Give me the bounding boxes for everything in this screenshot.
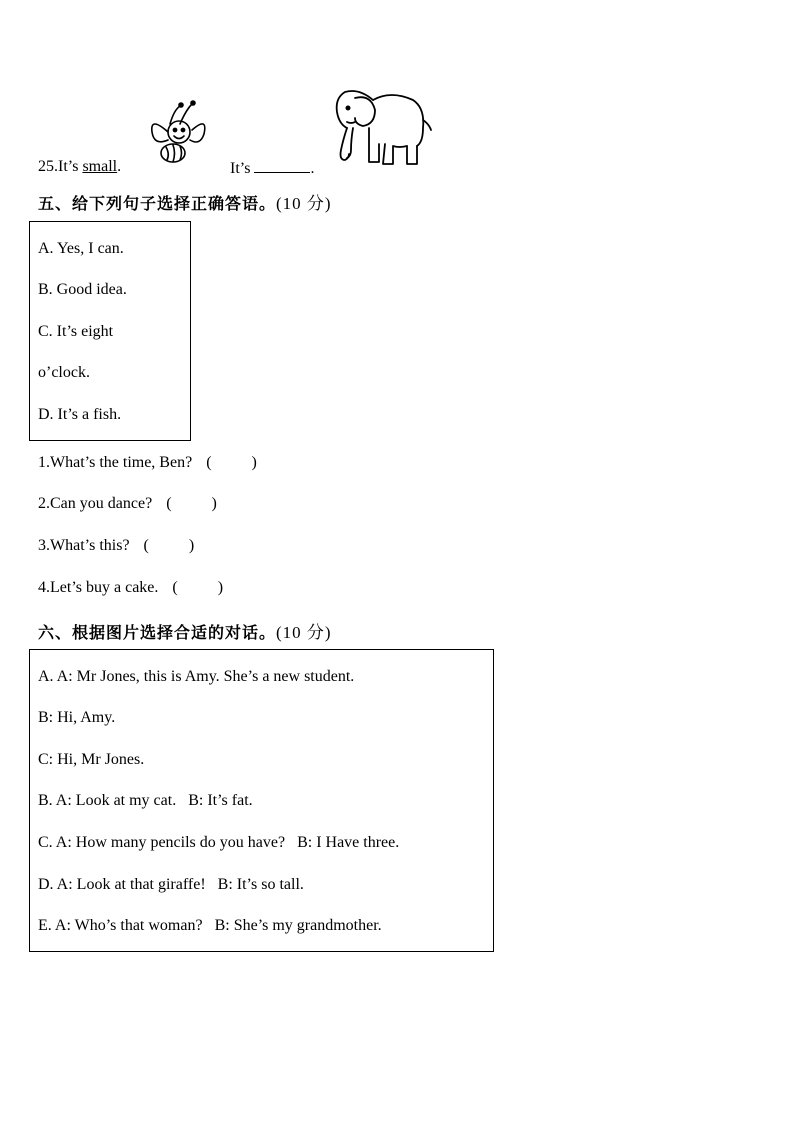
dialogue-line: B. A: Look at my cat. B: It’s fat. (38, 792, 253, 809)
option-c: C. It’s eight (38, 323, 114, 340)
answer-parentheses[interactable]: ( ) (206, 454, 257, 471)
section-6-heading (38, 618, 332, 643)
dialogue-line: D. A: Look at that giraffe! B: It’s so tall. (38, 876, 304, 893)
question-text: 2.Can you dance? (38, 495, 153, 512)
dialogue-line: A. A: Mr Jones, this is Amy. She’s a new student. (38, 668, 355, 685)
option-c-continued: o’clock. (38, 364, 90, 381)
section-6-score: (10 分) (276, 623, 332, 642)
question-prefix: It’s (58, 158, 83, 175)
dialogues-box (29, 649, 494, 952)
options-box (29, 221, 191, 441)
option-d: D. It’s a fish. (38, 406, 122, 423)
question-text: 1.What’s the time, Ben? (38, 454, 193, 471)
section-5-heading (38, 189, 332, 214)
bee-illustration (146, 98, 208, 168)
dialogue-line: B: Hi, Amy. (38, 709, 116, 726)
question-text: 4.Let’s buy a cake. (38, 579, 159, 596)
question-25-answer (230, 158, 314, 178)
answer-parentheses[interactable]: ( ) (172, 579, 224, 596)
section-6-title: 六、根据图片选择合适的对话。 (38, 623, 277, 642)
question-25 (38, 158, 121, 176)
section-5-score: (10 分) (276, 194, 332, 213)
dialogue-line: C: Hi, Mr Jones. (38, 751, 145, 768)
dialogue-line: E. A: Who’s that woman? B: She’s my grandmother. (38, 917, 382, 934)
elephant-illustration (333, 84, 433, 168)
option-b: B. Good idea. (38, 281, 127, 298)
question-3 (38, 537, 194, 555)
section-5-title: 五、给下列句子选择正确答语。 (38, 194, 277, 213)
question-text: 3.What’s this? (38, 537, 130, 554)
answer-period: . (310, 160, 315, 177)
underlined-word: small (82, 158, 118, 175)
question-2 (38, 495, 217, 513)
question-number: 25. (38, 158, 58, 175)
answer-prefix: It’s (230, 160, 255, 177)
option-a: A. Yes, I can. (38, 240, 124, 257)
answer-parentheses[interactable]: ( ) (166, 495, 217, 512)
answer-blank[interactable] (254, 158, 310, 173)
question-4 (38, 579, 223, 597)
dialogue-line: C. A: How many pencils do you have? B: I Have three. (38, 834, 400, 851)
question-period: . (117, 158, 122, 175)
answer-parentheses[interactable]: ( ) (143, 537, 195, 554)
question-1 (38, 454, 257, 472)
